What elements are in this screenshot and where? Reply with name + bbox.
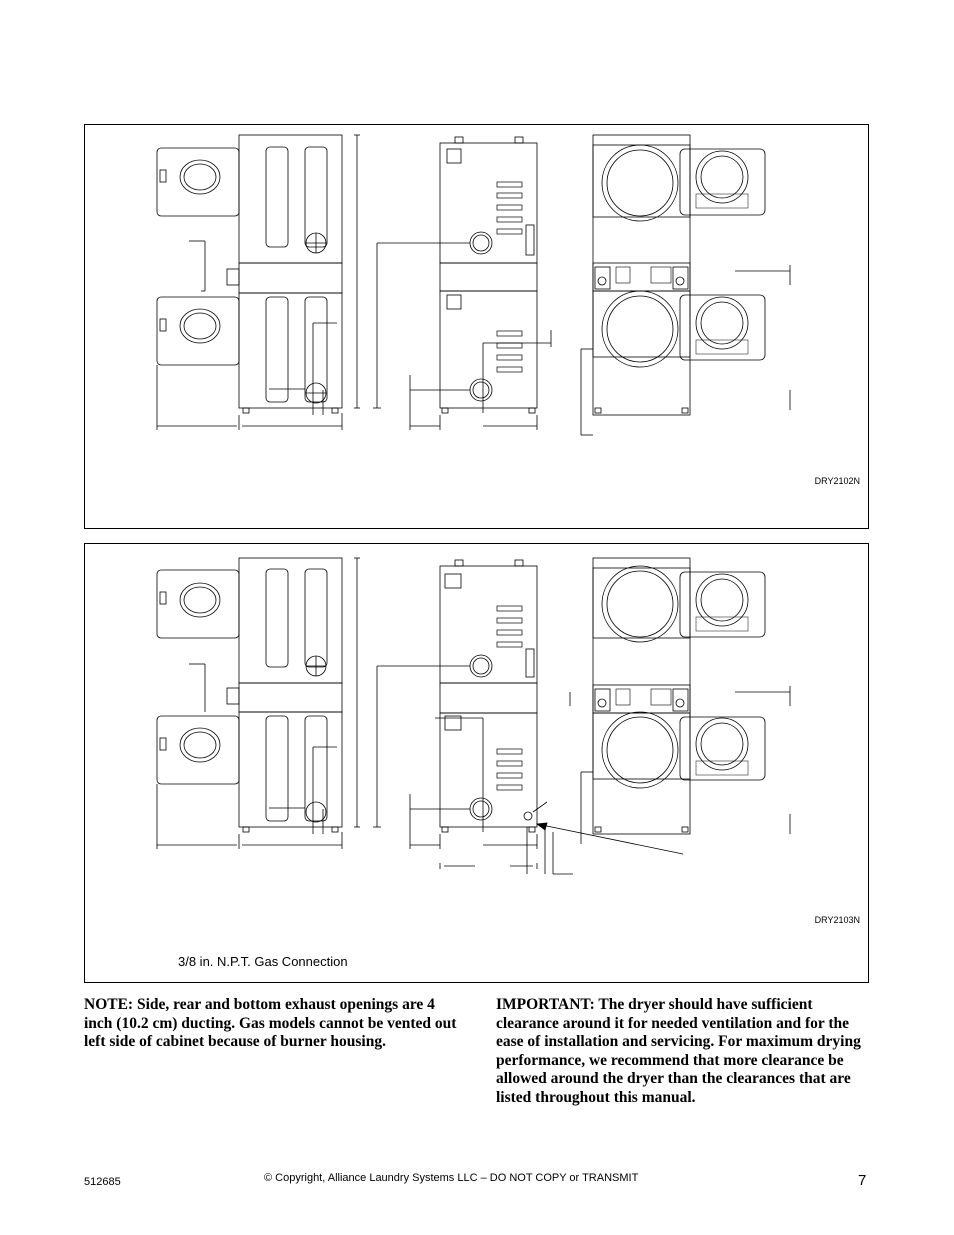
lower-door-open [157, 716, 239, 784]
figure-electric-dimensions [84, 124, 869, 529]
upper-cabinet-rear [440, 566, 537, 683]
lower-cabinet-side [239, 712, 342, 827]
gas-connection-leader [537, 824, 683, 854]
lower-door-front [680, 295, 765, 360]
lower-door-open [157, 297, 239, 365]
note-exhaust: NOTE: Side, rear and bottom exhaust openings are 4 inch (10.2 cm) ducting. Gas models cannot be vented out left side of cabinet because of burner housing. [84, 996, 457, 1050]
dryer-drawing-1 [85, 125, 870, 530]
upper-door-front [680, 149, 765, 215]
rear-view [373, 137, 551, 430]
upper-door-open [157, 570, 239, 638]
front-view [581, 135, 790, 435]
gas-connection-label: 3/8 in. N.P.T. Gas Connection [178, 954, 348, 969]
side-view [157, 558, 360, 849]
upper-door-front [680, 572, 765, 637]
figure-code: DRY2102N [814, 476, 860, 486]
lower-door-front [680, 717, 765, 780]
page-number: 7 [858, 1172, 867, 1189]
document-number: 512685 [84, 1176, 121, 1188]
figure-gas-dimensions [84, 543, 869, 983]
lower-cabinet-side [239, 293, 342, 408]
lower-cabinet-rear [440, 291, 537, 408]
leader-arrowhead [537, 823, 547, 830]
upper-door-open [157, 148, 239, 216]
front-view [570, 558, 790, 844]
copyright-notice: © Copyright, Alliance Laundry Systems LLC – DO NOT COPY or TRANSMIT [264, 1172, 639, 1184]
note-clearance: IMPORTANT: The dryer should have sufficient clearance around it for needed ventilation and for the ease of installation and servicing. For maximum drying performance, we recommend that more clearance be allowed around the dryer than the clearances that are listed throughout this manual. [496, 996, 861, 1106]
dryer-drawing-2 [85, 544, 870, 984]
side-view [157, 135, 360, 430]
figure-code: DRY2103N [814, 915, 860, 925]
